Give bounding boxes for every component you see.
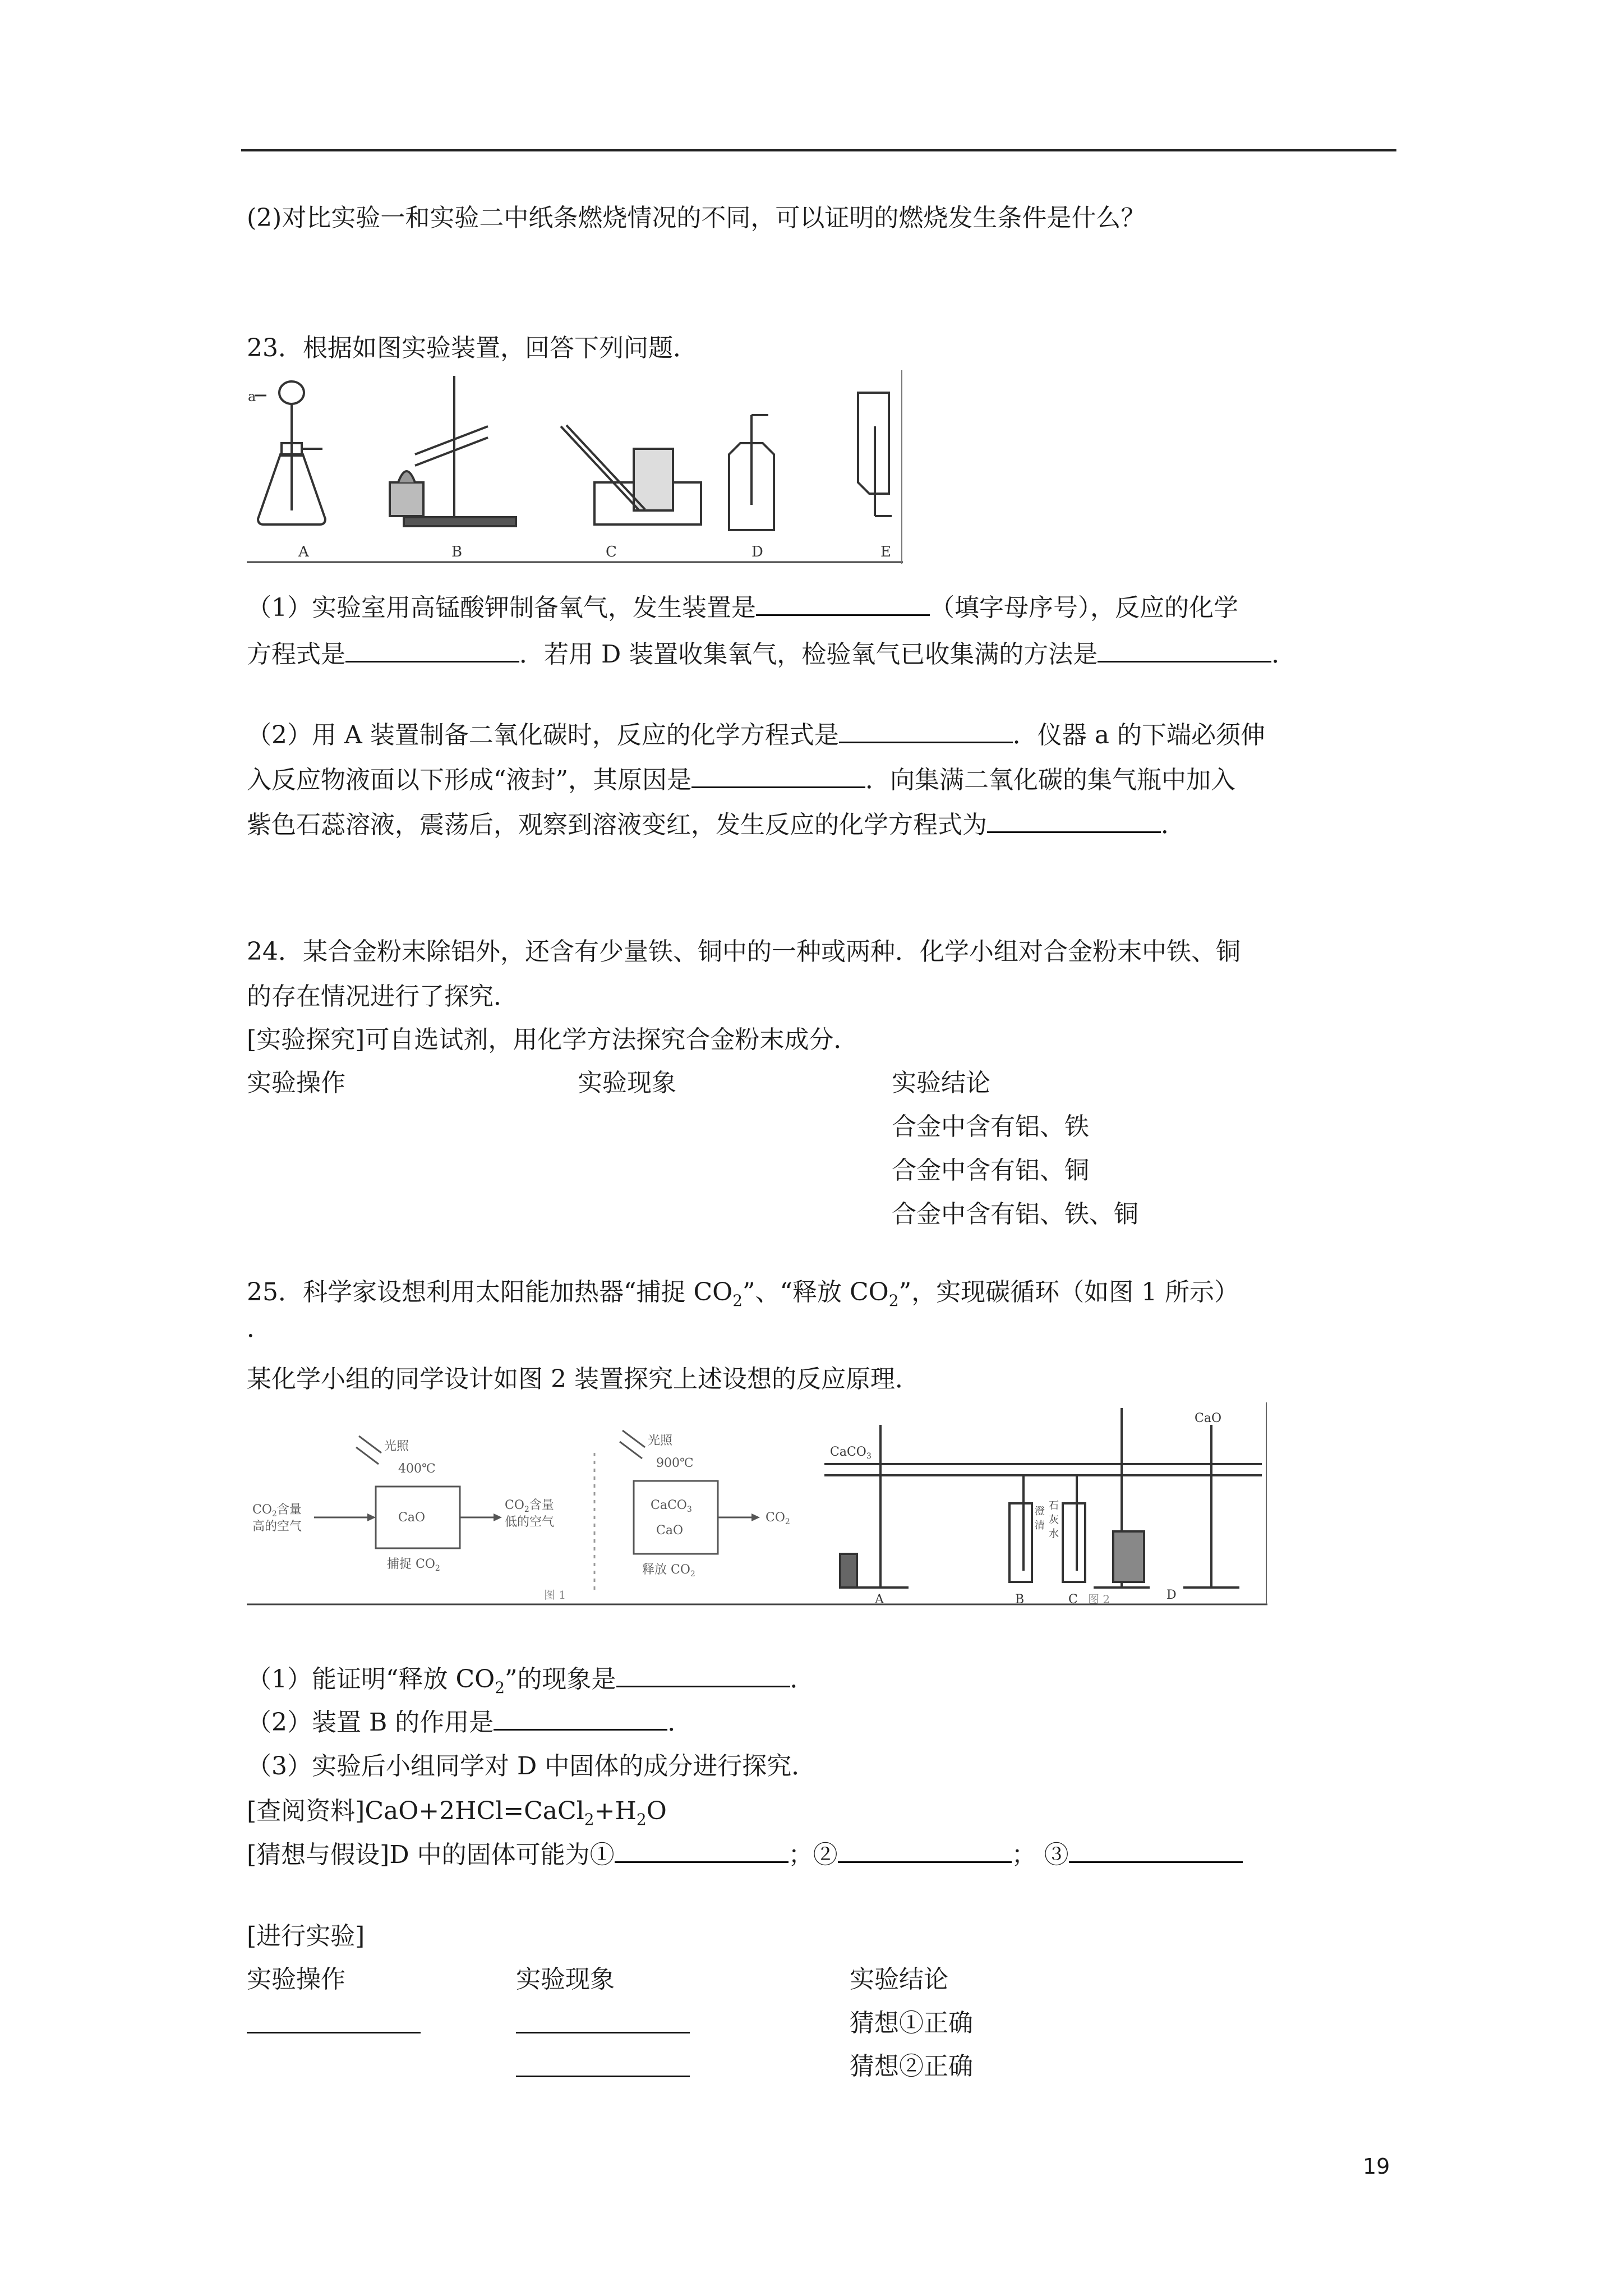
answer-blank[interactable] [838, 1839, 1012, 1863]
q24-conclusion-2: 合金中含有铝、铜 [892, 1156, 1089, 1185]
fig2-limewater-1: 澄 [1035, 1506, 1045, 1517]
q23-title: 23．根据如图实验装置，回答下列问题． [247, 334, 698, 362]
answer-blank[interactable] [987, 809, 1161, 833]
fig2-label-b: B [1015, 1593, 1025, 1607]
answer-blank[interactable] [839, 719, 1013, 743]
q23-apparatus-figure [247, 370, 903, 564]
q24-line3: [实验探究]可自选试剂，用化学方法探究合金粉末成分． [247, 1025, 859, 1054]
fig2-limewater-5: 水 [1049, 1528, 1059, 1540]
q22-part2: (2)对比实验一和实验二中纸条燃烧情况的不同，可以证明的燃烧发生条件是什么？ [247, 204, 1146, 232]
fig2-label-d: D [1166, 1588, 1177, 1602]
q24-header-phenomenon: 实验现象 [578, 1069, 676, 1097]
answer-blank[interactable] [616, 1663, 790, 1687]
q25-exp-header-conclusion: 实验结论 [850, 1965, 948, 1994]
answer-blank[interactable] [1069, 1839, 1243, 1863]
fig2-cao: CaO [1195, 1411, 1221, 1425]
q25-guess: [猜想与假设]D 中的固体可能为① ；② ； ③ [247, 1833, 1243, 1877]
fig2-caco3: CaCO$_3$ [830, 1445, 872, 1461]
q24-header-conclusion: 实验结论 [892, 1069, 990, 1097]
q25-line3: 某化学小组的同学设计如图 2 装置探究上述设想的反应原理． [247, 1365, 920, 1393]
q25-exp-conclusion-2: 猜想②正确 [850, 2052, 973, 2081]
q25-line1: 25．科学家设想利用太阳能加热器“捕捉 $CO_2$”、“释放 $CO_2$”，实现碳循环（如图 1 所示） [247, 1278, 1239, 1310]
fig2-limewater-4: 清 [1035, 1520, 1045, 1531]
fig1-box2-l2: CaO [656, 1524, 683, 1538]
answer-blank[interactable] [691, 764, 865, 788]
fig2-limewater-3: 灰 [1049, 1514, 1059, 1526]
q25-figure [247, 1402, 1273, 1613]
fig1-light-1: 光照 [384, 1439, 409, 1453]
q24-header-operation: 实验操作 [247, 1069, 345, 1097]
label-a-instrument: a [248, 389, 256, 404]
fig1-box1: CaO [398, 1511, 425, 1525]
q25-p3: （3）实验后小组同学对 D 中固体的成分进行探究． [247, 1752, 817, 1780]
q23-p2-line1: （2）用 A 装置制备二氧化碳时，反应的化学方程式是 ．仪器 a 的下端必须伸 [247, 714, 1265, 757]
figure-label-b: B [451, 544, 463, 560]
fig1-middle-l2: 低的空气 [505, 1515, 555, 1529]
q25-exp-title: [进行实验] [247, 1922, 365, 1950]
figure-label-c: C [606, 544, 617, 560]
q25-p2: （2）装置 B 的作用是 ． [247, 1701, 692, 1745]
answer-blank[interactable] [247, 2032, 421, 2033]
q24-line2: 的存在情况进行了探究． [247, 982, 518, 1011]
fig2-name: 图 2 [1088, 1593, 1110, 1606]
answer-blank[interactable] [345, 638, 519, 662]
q25-line2: ． [247, 1314, 271, 1343]
q25-exp-conclusion-1: 猜想①正确 [850, 2009, 973, 2037]
answer-blank[interactable] [516, 2032, 690, 2033]
answer-blank[interactable] [516, 2076, 690, 2077]
fig1-temp-1: 400℃ [398, 1462, 436, 1476]
fig2-limewater-2: 石 [1049, 1500, 1059, 1512]
fig1-middle-l1: $CO_2$含量 [505, 1498, 554, 1514]
fig2-label-a: A [875, 1593, 884, 1607]
fig1-light-2: 光照 [648, 1434, 673, 1448]
fig2-label-c: C [1068, 1593, 1078, 1607]
fig1-caption1: 捕捉 $CO_2$ [387, 1557, 440, 1573]
figure-label-a: A [298, 544, 309, 560]
answer-blank[interactable] [494, 1706, 667, 1731]
q23-p2-line2: 入反应物液面以下形成“液封”，其原因是 ．向集满二氧化碳的集气瓶中加入 [247, 758, 1235, 802]
fig1-input-l1: $CO_2$含量 [252, 1503, 302, 1519]
q24-conclusion-3: 合金中含有铝、铁、铜 [892, 1200, 1138, 1228]
q25-exp-header-operation: 实验操作 [247, 1965, 345, 1994]
fig1-name: 图 1 [544, 1588, 566, 1602]
figure-label-d: D [751, 544, 763, 560]
q25-info: [查阅资料]$CaO+2HCl=CaCl_2+H_2O$ [247, 1797, 667, 1829]
fig1-temp-2: 900℃ [656, 1456, 694, 1470]
q24-conclusion-1: 合金中含有铝、铁 [892, 1112, 1089, 1141]
q23-p1-line1: （1）实验室用高锰酸钾制备氧气，发生装置是 （填字母序号），反应的化学 [247, 586, 1238, 630]
fig1-box2-l1: CaCO$_3$ [651, 1498, 692, 1514]
q24-line1: 24．某合金粉末除铝外，还含有少量铁、铜中的一种或两种．化学小组对合金粉末中铁、铜 [247, 937, 1241, 966]
fig1-input-l2: 高的空气 [252, 1520, 302, 1534]
q25-p1: （1）能证明“释放 $CO_2$”的现象是 ． [247, 1658, 815, 1710]
fig1-caption2: 释放 $CO_2$ [642, 1563, 695, 1579]
fig1-output: $CO_2$ [766, 1511, 790, 1526]
answer-blank[interactable] [1098, 638, 1271, 662]
q25-exp-header-phenomenon: 实验现象 [516, 1965, 615, 1994]
answer-blank[interactable] [615, 1839, 789, 1863]
figure-label-e: E [880, 544, 891, 560]
answer-blank[interactable] [756, 592, 930, 616]
q23-p1-line2: 方程式是 ．若用 D 装置收集氧气，检验氧气已收集满的方法是 ． [247, 633, 1296, 677]
header-rule [241, 149, 1396, 151]
q23-p2-line3: 紫色石蕊溶液，震荡后，观察到溶液变红，发生反应的化学方程式为 ． [247, 803, 1186, 847]
page-number: 19 [1363, 2154, 1390, 2179]
